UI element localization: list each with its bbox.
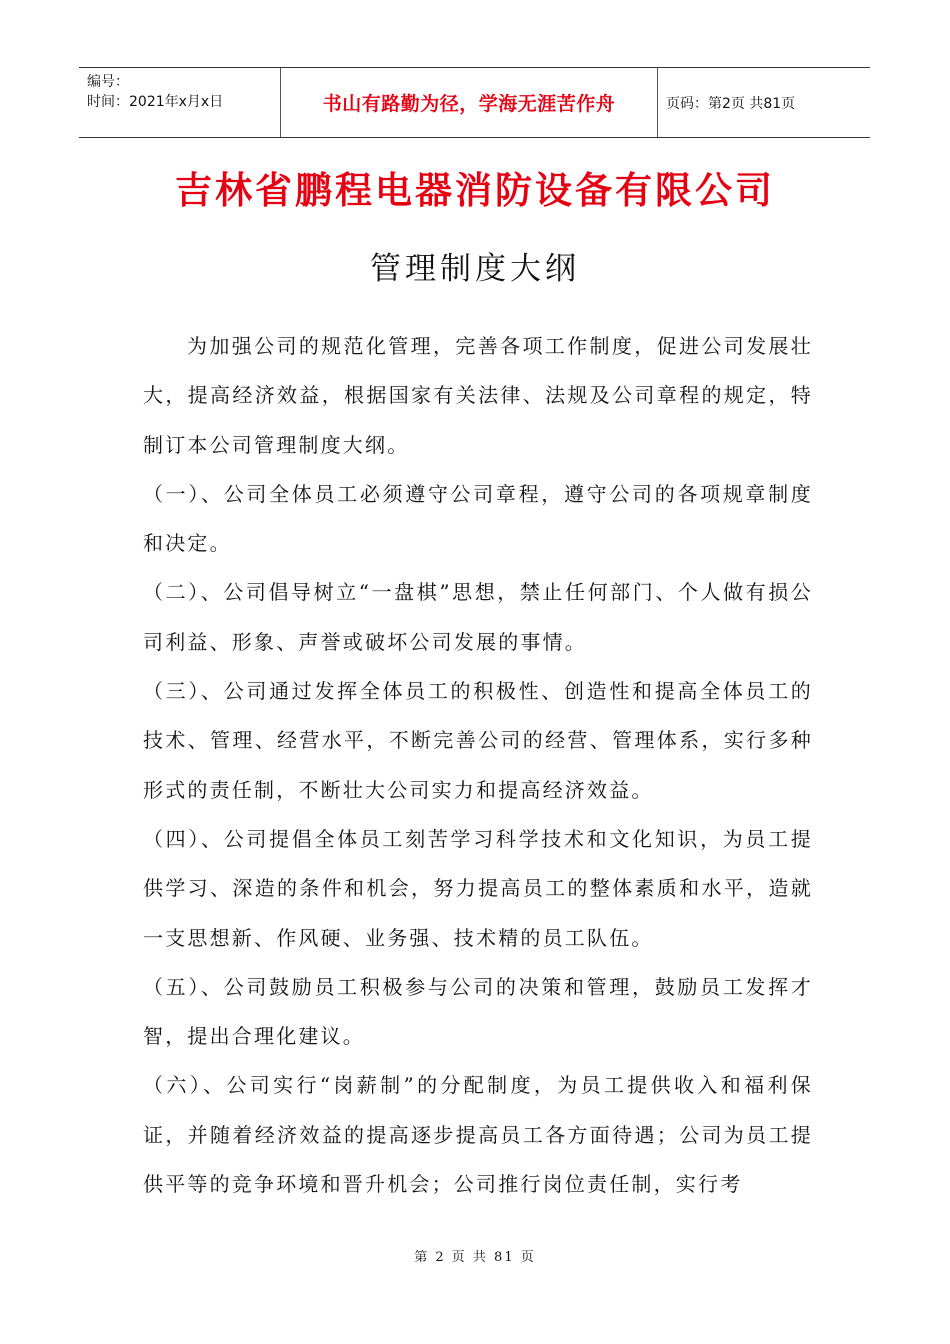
document-title: 管理制度大纲 — [370, 251, 580, 287]
company-name: 吉林省鹏程电器消防设备有限公司 — [175, 168, 775, 212]
header-motto-cell — [281, 68, 658, 137]
page-number-label: 页码：第2页 共81页 — [666, 95, 796, 112]
document-time-label: 时间：2021年x月x日 — [87, 94, 224, 110]
motto-text: 书山有路勤为径，学海无涯苦作舟 — [322, 93, 616, 115]
intro-paragraph: 为加强公司的规范化管理，完善各项工作制度，促进公司发展壮大，提高经济效益，根据国家有关法律、法规及公司章程的规定，特制订本公司管理制度大纲。 — [143, 334, 813, 457]
clause-paragraph-2: （二）、公司倡导树立“一盘棋”思想，禁止任何部门、个人做有损公司利益、形象、声誉或破坏公司发展的事情。 — [143, 580, 813, 654]
header-meta-cell — [79, 68, 281, 137]
clause-paragraph-4: （四）、公司提倡全体员工刻苦学习科学技术和文化知识，为员工提供学习、深造的条件和机会，努力提高员工的整体素质和水平，造就一支思想新、作风硬、业务强、技术精的员工队伍。 — [143, 826, 813, 950]
clause-paragraph-1: （一）、公司全体员工必须遵守公司章程，遵守公司的各项规章制度和决定。 — [143, 481, 813, 556]
document-number-label: 编号： — [87, 74, 129, 90]
clause-paragraph-5: （五）、公司鼓励员工积极参与公司的决策和管理，鼓励员工发挥才智，提出合理化建议。 — [143, 974, 813, 1049]
document-body — [143, 322, 813, 1209]
clause-paragraph-3: （三）、公司通过发挥全体员工的积极性、创造性和提高全体员工的技术、管理、经营水平，不断完善公司的经营、管理体系，实行多种形式的责任制，不断壮大公司实力和提高经济效益。 — [143, 679, 813, 802]
clause-paragraph-6: （六）、公司实行“岗薪制”的分配制度，为员工提供收入和福利保证，并随着经济效益的提高逐步提高员工各方面待遇；公司为员工提供平等的竞争环境和晋升机会；公司推行岗位责任制，实行考 — [143, 1073, 813, 1197]
header-page-cell — [658, 68, 870, 137]
document-header-table — [79, 67, 870, 138]
page-footer: 第 2 页 共 81 页 — [414, 1250, 536, 1265]
